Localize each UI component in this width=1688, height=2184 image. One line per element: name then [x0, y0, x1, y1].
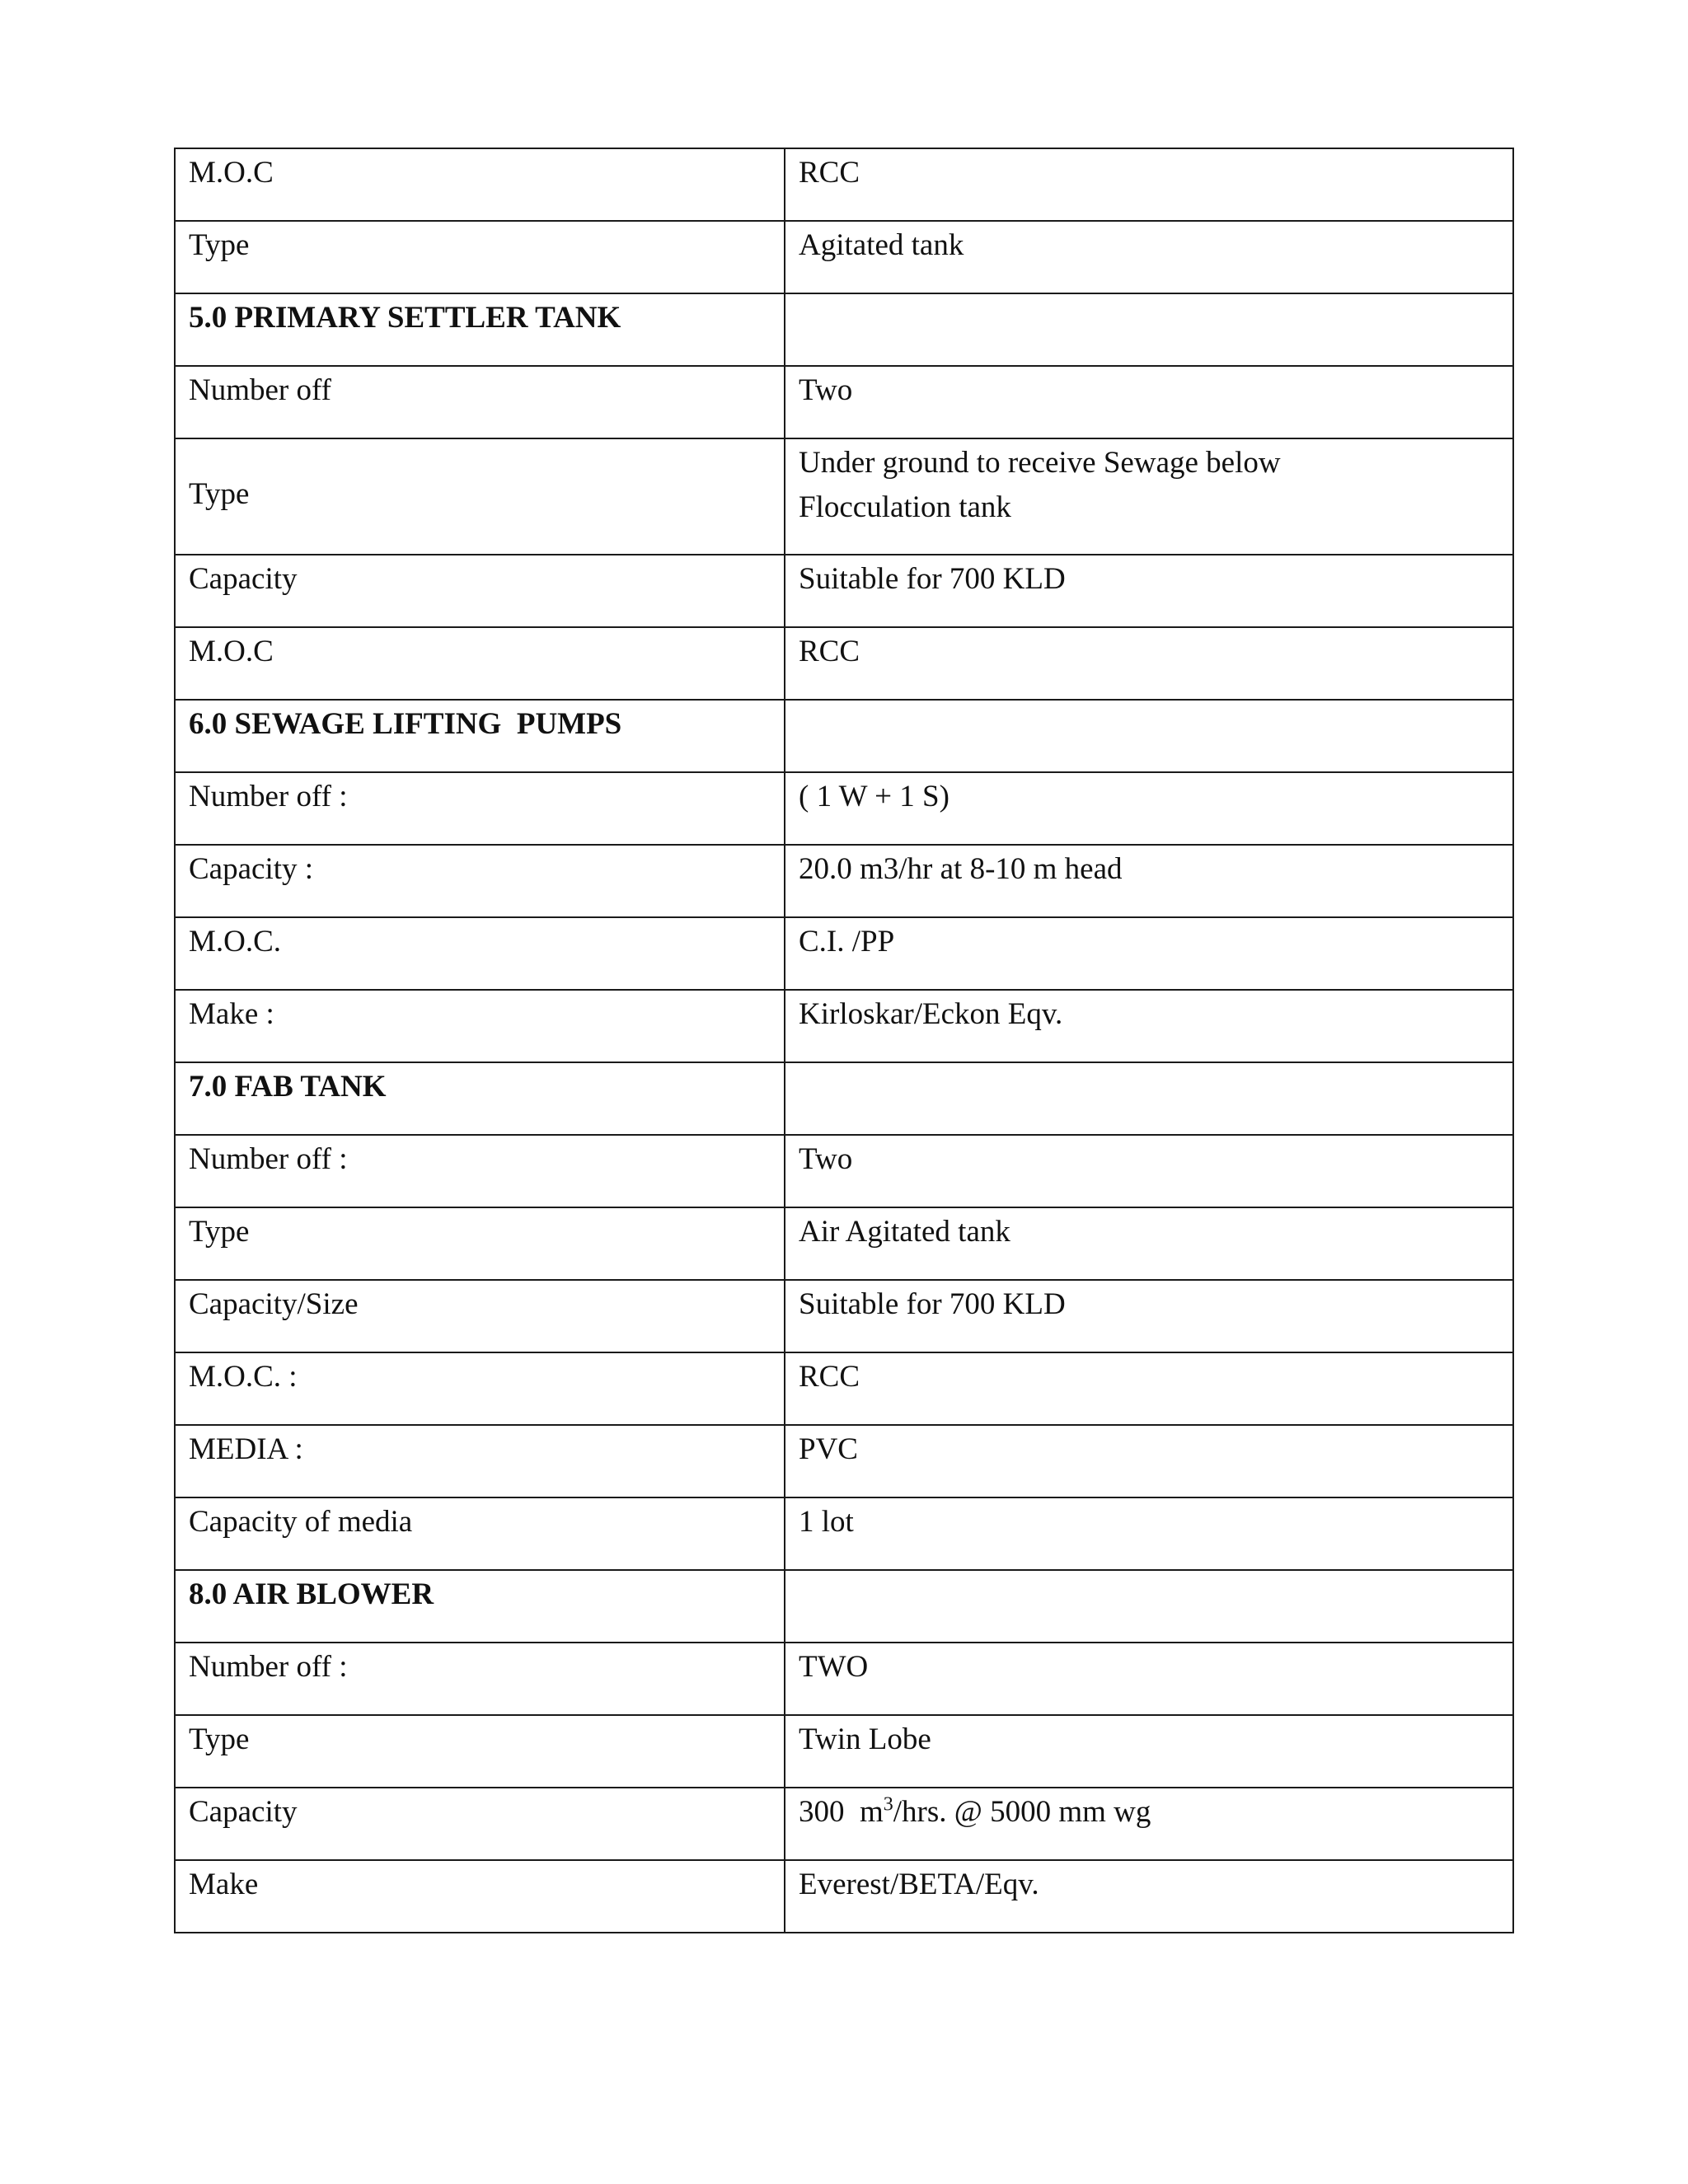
row-label: Make :: [175, 990, 785, 1062]
specification-table: [174, 148, 1514, 1933]
section-heading-row: [175, 1570, 1513, 1643]
row-value: Agitated tank: [785, 221, 1513, 293]
table-row: [175, 917, 1513, 990]
row-label: Capacity of media: [175, 1497, 785, 1570]
table-row: [175, 627, 1513, 700]
section-heading: 6.0 SEWAGE LIFTING PUMPS: [175, 700, 785, 772]
row-label: Capacity: [175, 555, 785, 627]
row-value: RCC: [785, 627, 1513, 700]
section-heading-row: [175, 700, 1513, 772]
row-value: RCC: [785, 148, 1513, 221]
row-label: Capacity :: [175, 845, 785, 917]
row-label: M.O.C: [175, 627, 785, 700]
table-row: [175, 1280, 1513, 1352]
table-row: [175, 438, 1513, 555]
row-value: Suitable for 700 KLD: [785, 1280, 1513, 1352]
row-label: Make: [175, 1860, 785, 1933]
row-value-number: 300 m: [799, 1795, 884, 1829]
row-value: TWO: [785, 1643, 1513, 1715]
row-value-line-1: Under ground to receive Sewage below: [799, 446, 1281, 480]
row-label: Type: [175, 1715, 785, 1788]
table-row: [175, 555, 1513, 627]
table-row: [175, 1207, 1513, 1280]
row-label: Type: [175, 221, 785, 293]
section-heading-row: [175, 293, 1513, 366]
row-value-line-2: Flocculation tank: [799, 490, 1011, 524]
section-heading: 7.0 FAB TANK: [175, 1062, 785, 1135]
table-row: [175, 845, 1513, 917]
row-label: Type: [175, 438, 785, 555]
table-row: [175, 221, 1513, 293]
row-value: Two: [785, 366, 1513, 438]
table-row: [175, 1425, 1513, 1497]
row-value: [785, 293, 1513, 366]
row-value: [785, 438, 1513, 555]
row-value: ( 1 W + 1 S): [785, 772, 1513, 845]
table-row: [175, 1352, 1513, 1425]
row-value: Kirloskar/Eckon Eqv.: [785, 990, 1513, 1062]
table-row: [175, 1643, 1513, 1715]
table-row: [175, 1135, 1513, 1207]
row-value: Two: [785, 1135, 1513, 1207]
row-value: C.I. /PP: [785, 917, 1513, 990]
row-value: [785, 700, 1513, 772]
table-row: [175, 1788, 1513, 1860]
section-heading-row: [175, 1062, 1513, 1135]
table-row: [175, 148, 1513, 221]
row-value: [785, 1570, 1513, 1643]
row-label: M.O.C.: [175, 917, 785, 990]
row-label: M.O.C: [175, 148, 785, 221]
row-value: Suitable for 700 KLD: [785, 555, 1513, 627]
row-value: RCC: [785, 1352, 1513, 1425]
table-row: [175, 772, 1513, 845]
table-row: [175, 366, 1513, 438]
row-value-unit: /hrs. @ 5000 mm wg: [893, 1795, 1151, 1829]
superscript: 3: [883, 1793, 893, 1816]
row-value: [785, 1062, 1513, 1135]
table-row: [175, 990, 1513, 1062]
row-label: Capacity: [175, 1788, 785, 1860]
section-heading: 5.0 PRIMARY SETTLER TANK: [175, 293, 785, 366]
row-label: Number off :: [175, 1643, 785, 1715]
table-row: [175, 1715, 1513, 1788]
row-value: 20.0 m3/hr at 8-10 m head: [785, 845, 1513, 917]
row-value: 1 lot: [785, 1497, 1513, 1570]
table-row: [175, 1497, 1513, 1570]
row-label: Type: [175, 1207, 785, 1280]
row-value: Twin Lobe: [785, 1715, 1513, 1788]
section-heading: 8.0 AIR BLOWER: [175, 1570, 785, 1643]
row-label: M.O.C. :: [175, 1352, 785, 1425]
row-value: [785, 1788, 1513, 1860]
row-label: Capacity/Size: [175, 1280, 785, 1352]
row-label: MEDIA :: [175, 1425, 785, 1497]
row-label: Number off :: [175, 1135, 785, 1207]
row-label: Number off: [175, 366, 785, 438]
table-row: [175, 1860, 1513, 1933]
row-value: Air Agitated tank: [785, 1207, 1513, 1280]
row-value: Everest/BETA/Eqv.: [785, 1860, 1513, 1933]
row-value: PVC: [785, 1425, 1513, 1497]
row-label: Number off :: [175, 772, 785, 845]
